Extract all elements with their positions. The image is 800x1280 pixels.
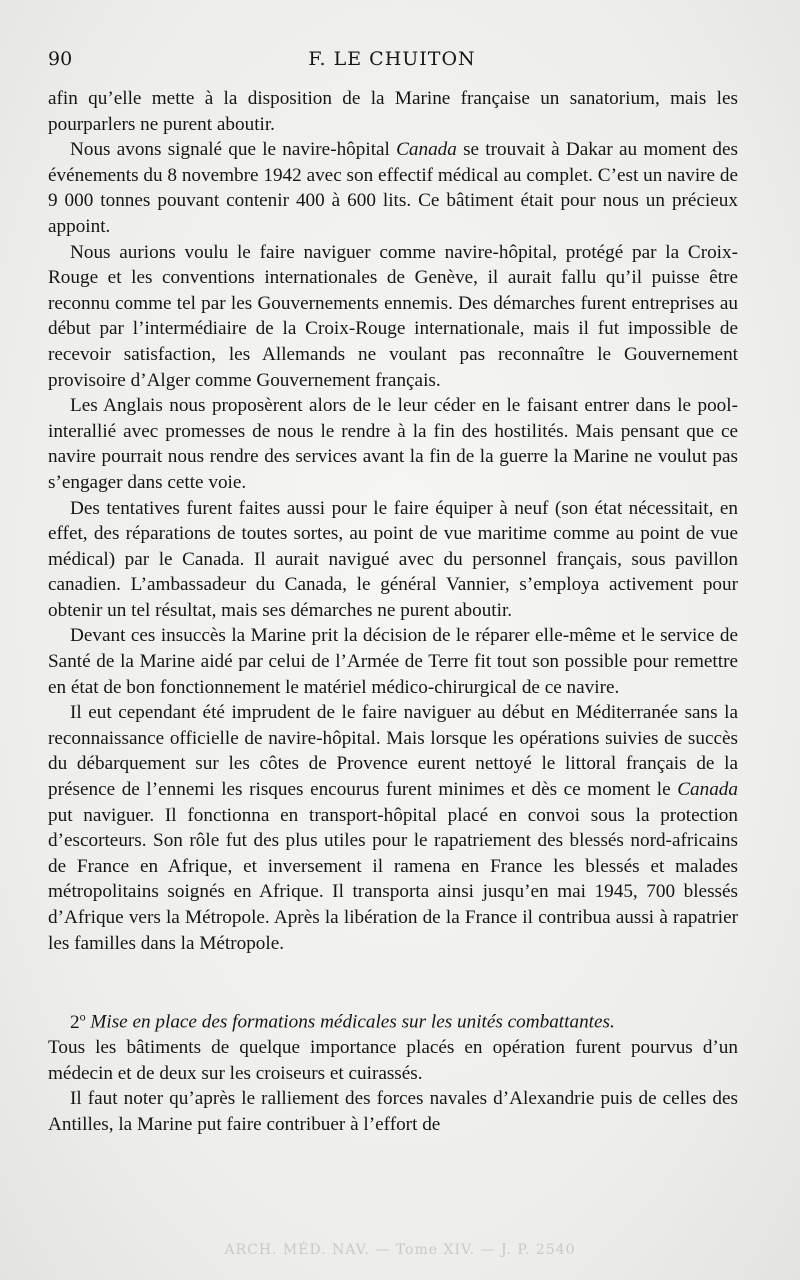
paragraph-7-text-a: Il eut cependant été imprudent de le faire naviguer au début en Méditerranée sans la reconnaissance officielle de navire-hôpital. Mais lorsque les opérations suivies de succès du débarquement sur les côtes de Provence eurent nettoyé le littoral français de la présence de l’ennemi les risques encourus furent minimes et dès ce moment le — [48, 702, 738, 801]
section-heading — [48, 1004, 738, 1035]
section-title: Mise en place des formations médicales sur les unités combattantes. — [90, 1011, 615, 1033]
page-header — [48, 48, 736, 76]
paragraph-5: Des tentatives furent faites aussi pour le faire équiper à neuf (son état nécessitait, en effet, des réparations de toutes sortes, au point de vue maritime comme au point de vue médical) par le Canada. Il aurait navigué avec du personnel français, sous pavillon canadien. L’ambassadeur du Canada, le général Vannier, s’employa activement pour obtenir un tel résultat, mais ses démarches ne purent aboutir. — [48, 497, 738, 621]
page-footer-faint: ARCH. MÉD. NAV. — Tome XIV. — J. P. 2540 — [224, 1242, 576, 1258]
section-paragraph-2: Il faut noter qu’après le ralliement des forces navales d’Alexandrie puis de celles des Antilles, la Marine put faire contribuer à l’effort de — [48, 1088, 738, 1135]
paragraph-7 — [48, 700, 738, 956]
page-number: 90 — [48, 48, 73, 70]
ship-name-canada: Canada — [396, 139, 457, 161]
section-number — [70, 1009, 86, 1033]
section-paragraph-1: Tous les bâtiments de quelque importance placés en opération furent pourvus d’un médecin et de deux sur les croiseurs et cuirassés. — [48, 1037, 738, 1084]
section-number-superscript: o — [79, 1009, 86, 1024]
section-number-digit: 2 — [70, 1011, 80, 1033]
page-body — [48, 86, 738, 1138]
paragraph-2-text-a: Nous avons signalé que le navire-hôpital — [70, 139, 397, 161]
paragraph-4: Les Anglais nous proposèrent alors de le leur céder en le faisant entrer dans le pool-interallié avec promesses de nous le rendre à la fin des hostilités. Mais pensant que ce navire pourrait nous rendre des services avant la fin de la guerre la Marine ne voulut pas s’engager dans cette voie. — [48, 395, 738, 493]
running-head-author: F. LE CHUITON — [308, 48, 476, 70]
paragraph-6: Devant ces insuccès la Marine prit la décision de le réparer elle-même et le service de Santé de la Marine aidé par celui de l’Armée de Terre fit tout son possible pour remettre en état de bon fonctionnement le matériel médico-chirurgical de ce navire. — [48, 625, 738, 698]
paragraph-2 — [48, 137, 738, 239]
paragraph-3: Nous aurions voulu le faire naviguer comme navire-hôpital, protégé par la Croix-Rouge et les conventions internationales de Genève, il aurait fallu qu’il puisse être reconnu comme tel par les Gouvernements ennemis. Des démarches furent entreprises au début par l’intermédiaire de la Croix-Rouge internationale, mais il fut impossible de recevoir satisfaction, les Allemands ne voulant pas reconnaître le Gouvernement provisoire d’Alger comme Gouvernement français. — [48, 241, 738, 391]
paragraph-7-text-b: put naviguer. Il fonctionna en transport-hôpital placé en convoi sous la protection d’escorteurs. Son rôle fut des plus utiles pour le rapatriement des blessés nord-africains de France en Afrique, et inversement il ramena en France les blessés et malades métropolitains soignés en Afrique. Il transporta ainsi jusqu’en mai 1945, 700 blessés d’Afrique vers la Métropole. Après la libération de la France il contribua aussi à rapatrier les familles dans la Métropole. — [48, 804, 738, 954]
paragraph-2-text-b: se trouvait à Dakar au moment des événements du 8 novembre 1942 avec son effectif médical au complet. C’est un navire de 9 000 tonnes pouvant contenir 400 à 600 lits. Ce bâtiment était pour nous un précieux appoint. — [48, 139, 739, 237]
paragraph-1: afin qu’elle mette à la disposition de la Marine française un sanatorium, mais les pourparlers ne purent aboutir. — [48, 88, 738, 135]
ship-name-canada: Canada — [677, 779, 738, 801]
